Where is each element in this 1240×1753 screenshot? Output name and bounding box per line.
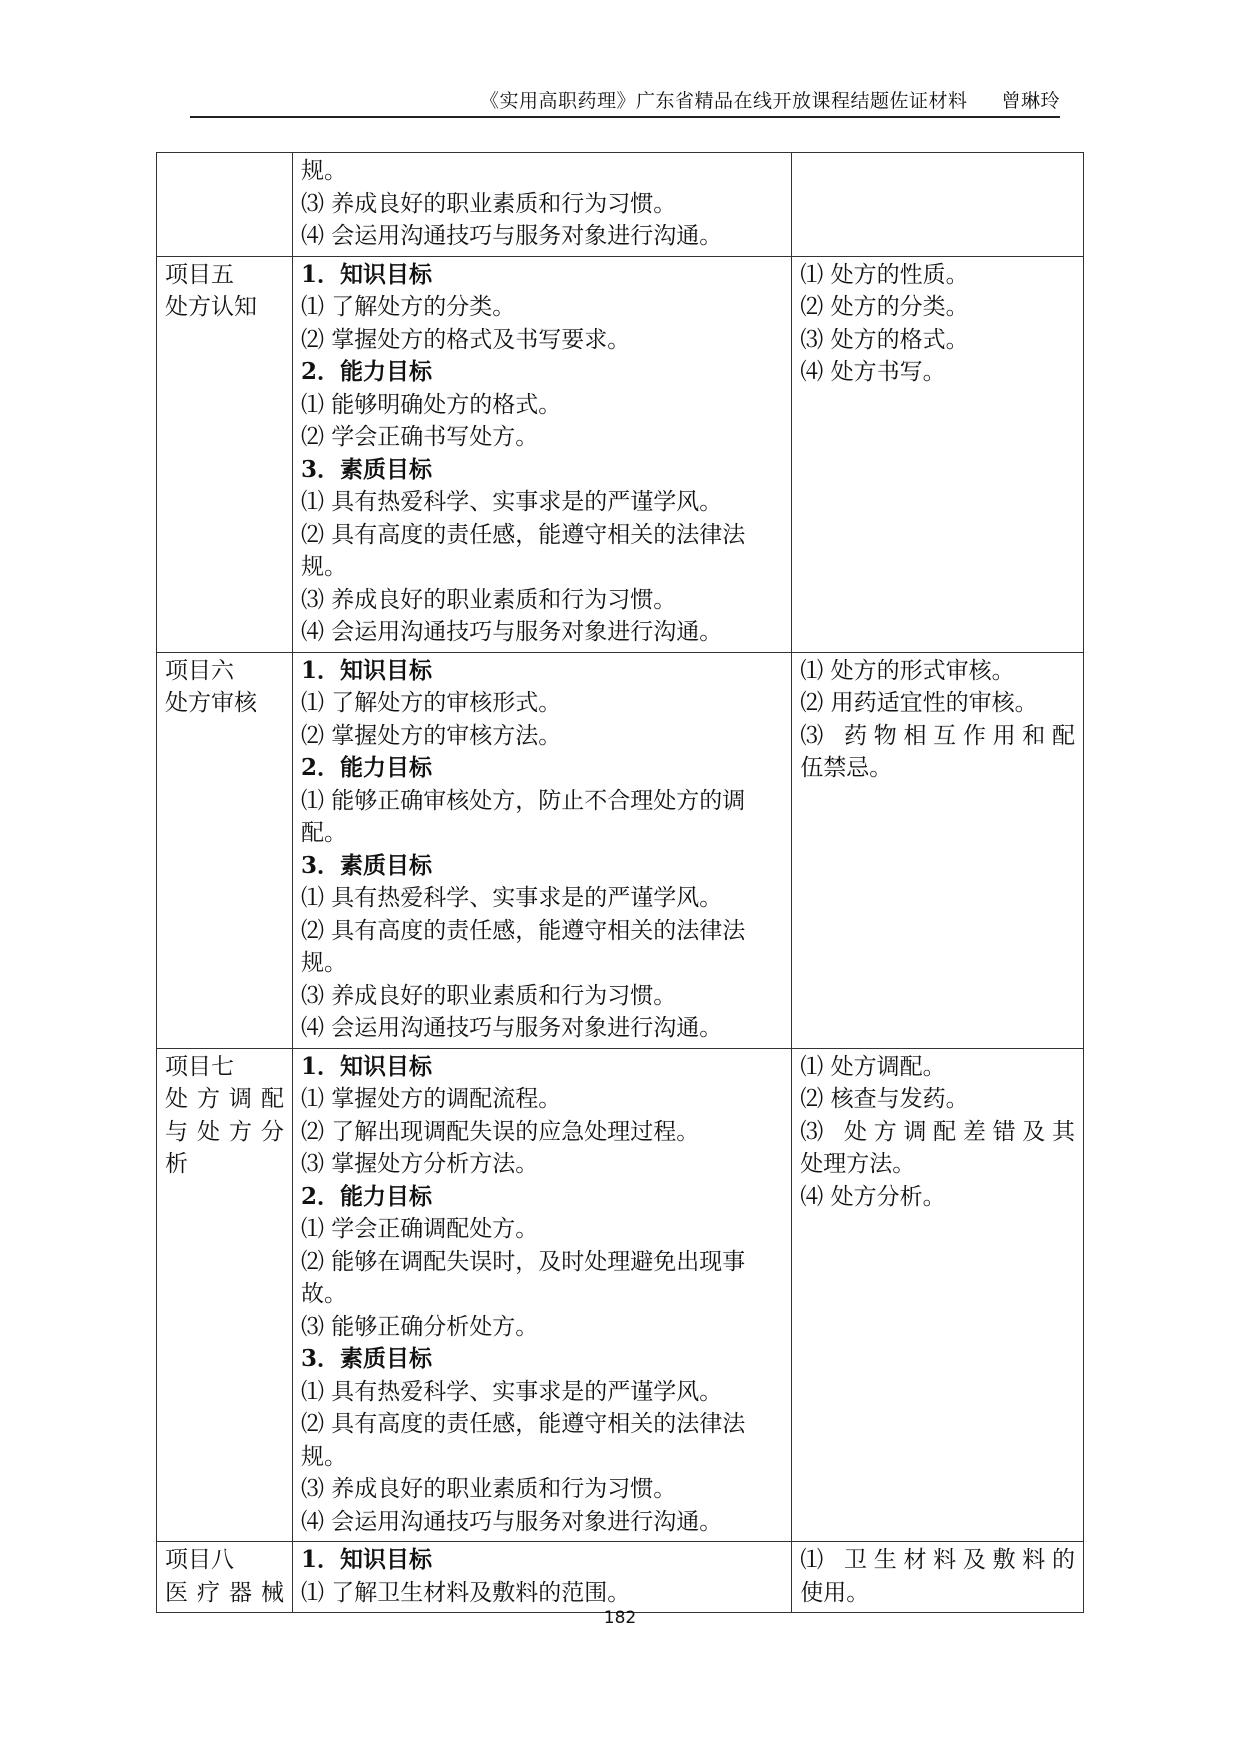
project-cell-line: 处方认知 [165,294,257,320]
objectives-cell-line: ⑵ 具有高度的责任感，能遵守相关的法律法 [300,1411,746,1437]
content-cell-line: ⑵ 用药适宜性的审核。 [800,690,1038,716]
course-objectives-table [156,152,1084,1613]
header-author: 曾琳玲 [1001,90,1060,112]
objectives-cell-line: ⑵ 具有高度的责任感，能遵守相关的法律法 [300,917,746,944]
content-cell-line: 伍禁忌。 [800,755,893,781]
objectives-cell-line: 2．能力目标 [300,358,432,385]
objectives-cell-line: ⑶ 养成良好的职业素质和行为习惯。 [300,982,677,1009]
content-cell [792,1542,1084,1613]
content-cell-line: ⑴ 处方的性质。 [800,261,969,288]
content-cell-line: 使用。 [800,1579,870,1606]
content-cell [792,1048,1084,1542]
objectives-cell-line: ⑴ 了解处方的审核形式。 [300,690,562,716]
objectives-cell-line: ⑶ 养成良好的职业素质和行为习惯。 [300,190,677,217]
objectives-cell-line: ⑴ 具有热爱科学、实事求是的严谨学风。 [300,885,723,911]
objectives-cell [292,1542,791,1613]
objectives-cell-line: 3．素质目标 [300,455,432,483]
objectives-cell-line: ⑷ 会运用沟通技巧与服务对象进行沟通。 [300,1508,723,1535]
objectives-cell-line: 1．知识目标 [300,1052,432,1080]
header-title: 《实用高职药理》广东省精品在线开放课程结题佐证材料 [479,90,968,112]
content-cell [792,256,1084,652]
objectives-cell-line: 规。 [300,158,347,184]
objectives-cell-line: ⑶ 养成良好的职业素质和行为习惯。 [300,1476,677,1502]
objectives-cell-line: ⑴ 能够明确处方的格式。 [300,391,562,418]
project-cell [157,153,293,257]
objectives-cell-line: ⑴ 能够正确审核处方，防止不合理处方的调 [300,787,746,814]
table-row [157,1048,1084,1542]
objectives-cell-line: 1．知识目标 [300,260,432,288]
page-number: 182 [603,1608,637,1628]
content-cell-line: ⑵ 核查与发药。 [800,1086,969,1112]
content-cell-line: ⑴ 卫生材料及敷料的 [800,1547,1075,1573]
table-row [157,153,1084,257]
objectives-cell-line: ⑴ 掌握处方的调配流程。 [300,1086,562,1112]
content-cell-line: ⑴ 处方调配。 [800,1053,946,1080]
objectives-cell-line: 规。 [300,950,347,976]
content-cell-line: ⑶ 处方的格式。 [800,326,969,353]
content-cell-line: ⑴ 处方的形式审核。 [800,657,1015,684]
table-row [157,652,1084,1048]
content-cell-line: ⑷ 处方分析。 [800,1183,946,1210]
project-cell-line: 医疗器械 [165,1579,284,1606]
table-body [157,153,1084,1613]
objectives-cell-line: ⑶ 掌握处方分析方法。 [300,1151,539,1177]
objectives-cell-line: 故。 [300,1281,347,1307]
project-cell [157,1048,293,1542]
content-cell-line: ⑵ 处方的分类。 [800,294,969,320]
objectives-cell-line: 3．素质目标 [300,851,432,879]
objectives-cell-line: ⑴ 具有热爱科学、实事求是的严谨学风。 [300,1378,723,1405]
objectives-cell [292,256,791,652]
objectives-cell-line: ⑴ 了解卫生材料及敷料的范围。 [300,1579,631,1606]
objectives-cell-line: ⑴ 了解处方的分类。 [300,294,516,320]
objectives-cell-line: ⑵ 学会正确书写处方。 [300,424,539,450]
content-cell-line: ⑶ 药物相互作用和配 [800,722,1075,749]
objectives-cell-line: 配。 [300,820,347,846]
header-rule [190,116,1060,118]
objectives-cell-line: ⑷ 会运用沟通技巧与服务对象进行沟通。 [300,223,723,249]
content-cell-line: ⑶ 处方调配差错及其 [800,1118,1075,1145]
content-cell [792,153,1084,257]
objectives-cell-line: ⑵ 掌握处方的格式及书写要求。 [300,326,631,353]
project-cell-line: 项目八 [165,1547,234,1573]
objectives-cell-line: ⑴ 学会正确调配处方。 [300,1216,539,1242]
objectives-cell-line: ⑴ 具有热爱科学、实事求是的严谨学风。 [300,489,723,515]
project-cell-line: 析 [165,1151,188,1177]
objectives-cell-line: 3．素质目标 [300,1345,432,1372]
objectives-cell [292,1048,791,1542]
objectives-cell-line: ⑵ 掌握处方的审核方法。 [300,722,562,749]
table-row [157,256,1084,652]
project-cell [157,1542,293,1613]
table-row [157,1542,1084,1613]
project-cell [157,652,293,1048]
objectives-cell-line: 2．能力目标 [300,754,432,781]
objectives-cell-line: 规。 [300,1443,347,1470]
content-cell-line: 处理方法。 [800,1151,916,1177]
objectives-cell-line: ⑵ 了解出现调配失误的应急处理过程。 [300,1118,700,1145]
content-cell [792,652,1084,1048]
objectives-cell-line: ⑷ 会运用沟通技巧与服务对象进行沟通。 [300,619,723,645]
objectives-cell-line: ⑵ 能够在调配失误时，及时处理避免出现事 [300,1248,746,1275]
objectives-cell-line: 2．能力目标 [300,1182,432,1210]
project-cell [157,256,293,652]
project-cell-line: 项目七 [165,1053,234,1080]
objectives-cell-line: ⑶ 能够正确分析处方。 [300,1313,539,1340]
objectives-cell [292,652,791,1048]
objectives-cell-line: 规。 [300,554,347,580]
objectives-cell-line: ⑷ 会运用沟通技巧与服务对象进行沟通。 [300,1015,723,1041]
objectives-cell [292,153,791,257]
objectives-cell-line: 1．知识目标 [300,656,432,684]
project-cell-line: 与处方分 [165,1118,284,1145]
project-cell-line: 项目五 [165,261,234,288]
objectives-cell-line: ⑵ 具有高度的责任感，能遵守相关的法律法 [300,521,746,548]
project-cell-line: 项目六 [165,657,234,684]
content-cell-line: ⑷ 处方书写。 [800,359,946,385]
page-header [190,86,1060,114]
objectives-cell-line: 1．知识目标 [300,1546,432,1573]
objectives-cell-line: ⑶ 养成良好的职业素质和行为习惯。 [300,586,677,613]
project-cell-line: 处方调配 [165,1086,284,1112]
project-cell-line: 处方审核 [165,690,257,716]
